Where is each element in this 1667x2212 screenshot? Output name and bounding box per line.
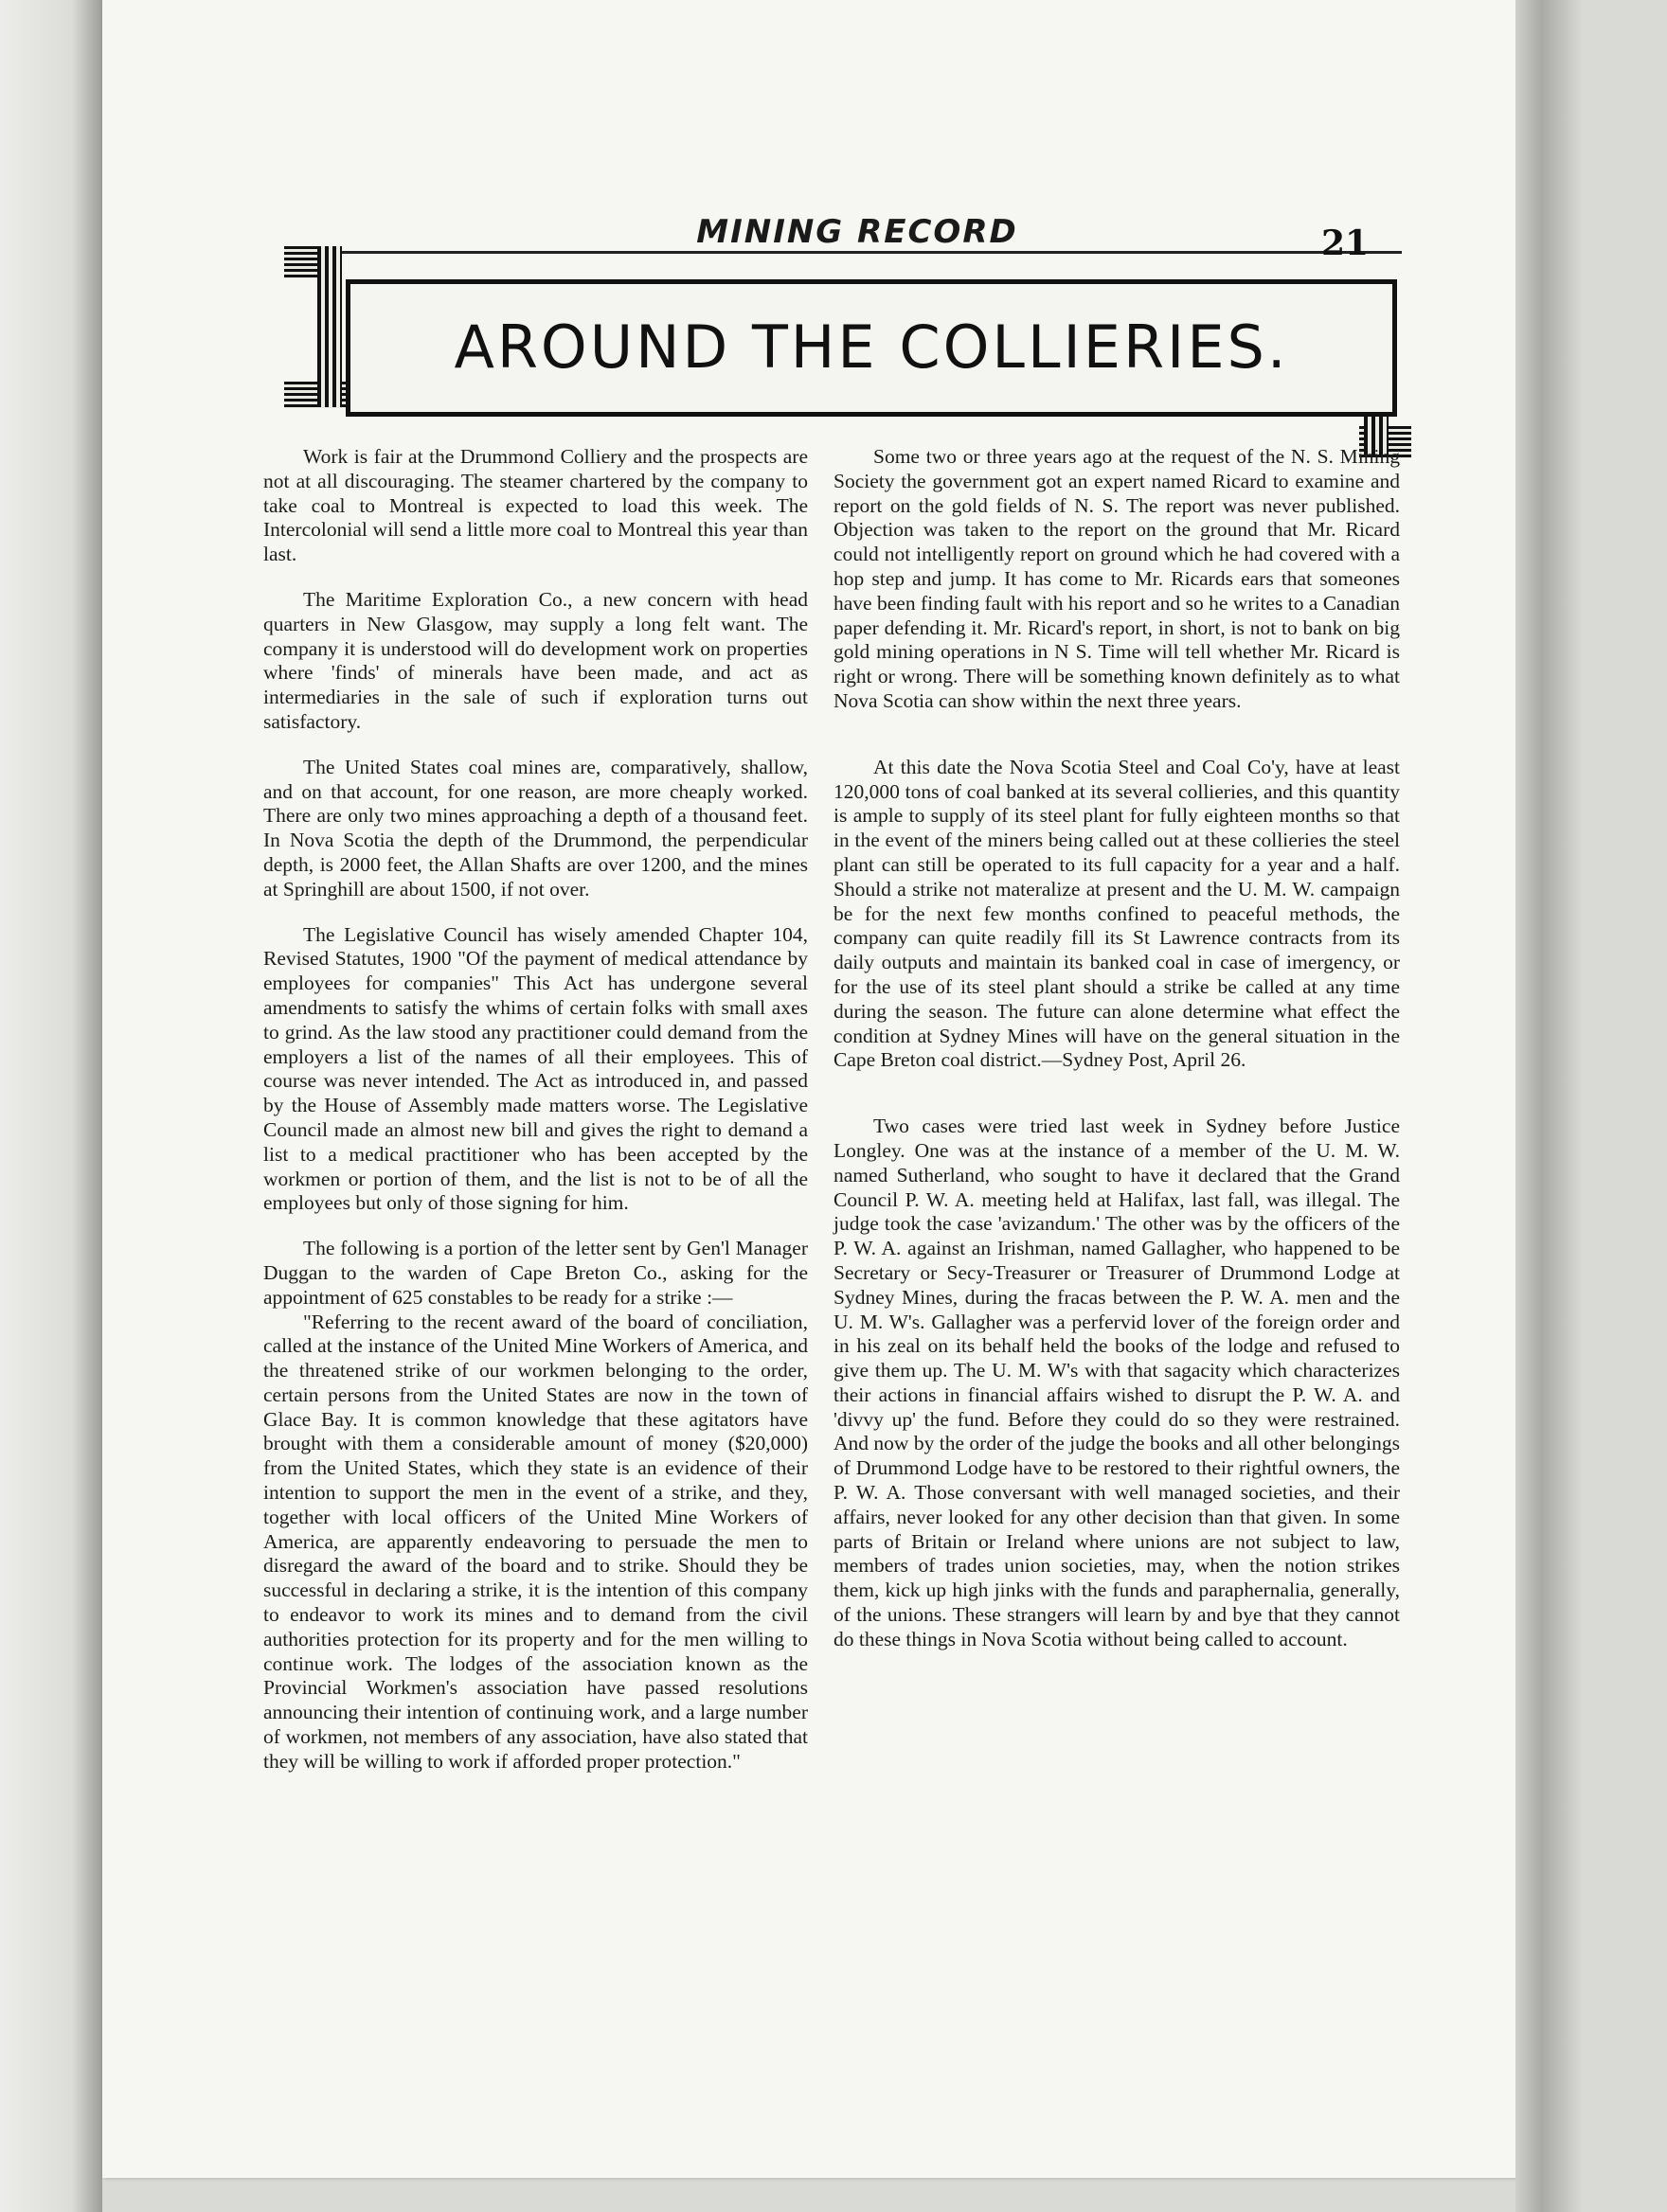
article-title: AROUND THE COLLIERIES. <box>454 312 1289 382</box>
paragraph-maritime-exploration: The Maritime Exploration Co., a new concern with head quarters in New Glasgow, may supply a long felt want. The company it is understood will do development work on properties where 'finds' of minerals have been made, and act as intermediaries in the sale of such if exploration turns out satisfactory. <box>263 587 808 733</box>
paragraph-us-coal-mines: The United States coal mines are, comparatively, shallow, and on that account, for one reason, are more cheaply worked. There are only two mines approaching a depth of a thousand feet. In Nova Scotia the depth of the Drummond, the perpendicular depth, is 2000 feet, the Allan Shafts are over 1200, and the mines at Springhill are about 1500, if not over. <box>263 755 808 901</box>
paragraph-duggan-letter-intro: The following is a portion of the letter sent by Gen'l Manager Duggan to the warden of Cape Breton Co., asking for the appointment of 625 constables to be ready for a strike :— <box>263 1237 808 1309</box>
paragraph-sydney-cases: Two cases were tried last week in Sydney before Justice Longley. One was at the instance of a member of the U. M. W. named Sutherland, who sought to have it declared that the Grand Council P. W. A. meeting held at Halifax, last fall, was illegal. The judge took the case 'avizandum.' The other was by the officers of the P. W. A. against an Irishman, named Gallagher, who happened to be Secretary or Secy-Treasurer or Treasurer of Drummond Lodge at Sydney Mines, during the fracas between the P. W. A. men and the U. M. W's. Gallagher was a perfervid lover of the foreign order and in his zeal on its behalf held the books of the lodge and refused to give them up. The U. M. W's with that sagacity which characterizes their actions in financial affairs wished to disrupt the P. W. A. and 'divvy up' the fund. Before they could do so they were restrained. And now by the order of the judge the books and all other belongings of Drummond Lodge have to be restored to their rightful owners, the P. W. A. Those conversant with well managed societies, and their affairs, never looked for any other decision than that given. In some parts of Britain or Ireland where unions are not subject to law, members of trades union societies, may, when the notion strikes them, kick up high jinks with the funds and paraphernalia, generally, of the unions. These strangers will learn by and bye that they cannot do these things in Nova Scotia without being called to account. <box>834 1115 1400 1650</box>
page-number: 21 <box>1321 223 1370 263</box>
page-edge <box>1515 0 1582 2212</box>
book-gutter <box>0 0 102 2212</box>
banner-left-bars <box>317 246 342 407</box>
paragraph-drummond: Work is fair at the Drummond Colliery and the prospects are not at all discouraging. The steamer chartered by the company to take coal to Montreal is expected to load this week. The Intercolonial will send a little more coal to Montreal this year than last. <box>263 445 808 566</box>
paragraph-ricard-report: Some two or three years ago at the request of the N. S. Mining Society the government got an expert named Ricard to examine and report on the gold fields of N. S. The report was never published. Objection was taken to the report on the ground that Mr. Ricard could not intelligently report on ground which he had covered with a hop step and jump. It has come to Mr. Ricards ears that someones have been finding fault with his report and so he writes to a Canadian paper defending it. Mr. Ricard's report, in short, is not to bank on big gold mining operations in N S. Time will tell whether Mr. Ricard is right or wrong. There will be something known definitely as to what Nova Scotia can show within the next three years. <box>834 445 1400 712</box>
paragraph-duggan-letter-quote: "Referring to the recent award of the board of conciliation, called at the instance of the United Mine Workers of America, and the threatened strike of our workmen belonging to the order, certain persons from the United States are now in the town of Glace Bay. It is common knowledge that these agitators have brought with them a considerable amount of money ($20,000) from the United States, which they state is an evidence of their intention to support the men in the event of a strike, and they, together with local officers of the United Mine Workers of America, are apparently endeavoring to persuade the men to disregard the award of the board and to strike. Should they be successful in declaring a strike, it is the intention of this company to endeavor to work its mines and to demand from the civil authorities protection for its property and for the men willing to continue work. The lodges of the association known as the Provincial Workmen's association have passed resolutions announcing their intention of continuing work, and a large number of workmen, not members of any association, have also stated that they will be willing to work if afforded proper protection." <box>263 1310 808 1773</box>
paragraph-nova-scotia-steel: At this date the Nova Scotia Steel and Coal Co'y, have at least 120,000 tons of coal banked at its several collieries, and this quantity is ample to supply of its steel plant for fully eighteen months so that in the event of the miners being called out at these collieries the steel plant can still be operated to its full capacity for a year and a half. Should a strike not materalize at present and the U. M. W. campaign be for the next few months confined to peaceful methods, the company can quite readily fill its St Lawrence contracts from its daily outputs and maintain its banked coal in case of imergency, or for the use of its steel plant should a strike be called at any time during the season. The future can alone determine what effect the condition at Sydney Mines will have on the general situation in the Cape Breton coal district.—Sydney Post, April 26. <box>834 755 1400 1072</box>
running-title: MINING RECORD <box>696 213 1018 251</box>
paragraph-legislative-council: The Legislative Council has wisely amended Chapter 104, Revised Statutes, 1900 "Of the payment of medical attendance by employees for companies" This Act has undergone several amendments to satisfy the whims of certain folks with small axes to grind. As the law stood any practitioner could demand from the employers a list of the names of all their employees. This of course was never intended. The Act as introduced in, and passed by the House of Assembly made matters worse. The Legislative Council made an almost new bill and gives the right to demand a list to a medical practitioner who has been accepted by the workmen or portion of them, and the list is not to be of all the employees but only of those signing for him. <box>263 922 808 1215</box>
title-banner <box>284 241 1411 459</box>
right-column <box>834 445 1400 1673</box>
title-box <box>346 279 1397 417</box>
left-column <box>263 445 808 1795</box>
